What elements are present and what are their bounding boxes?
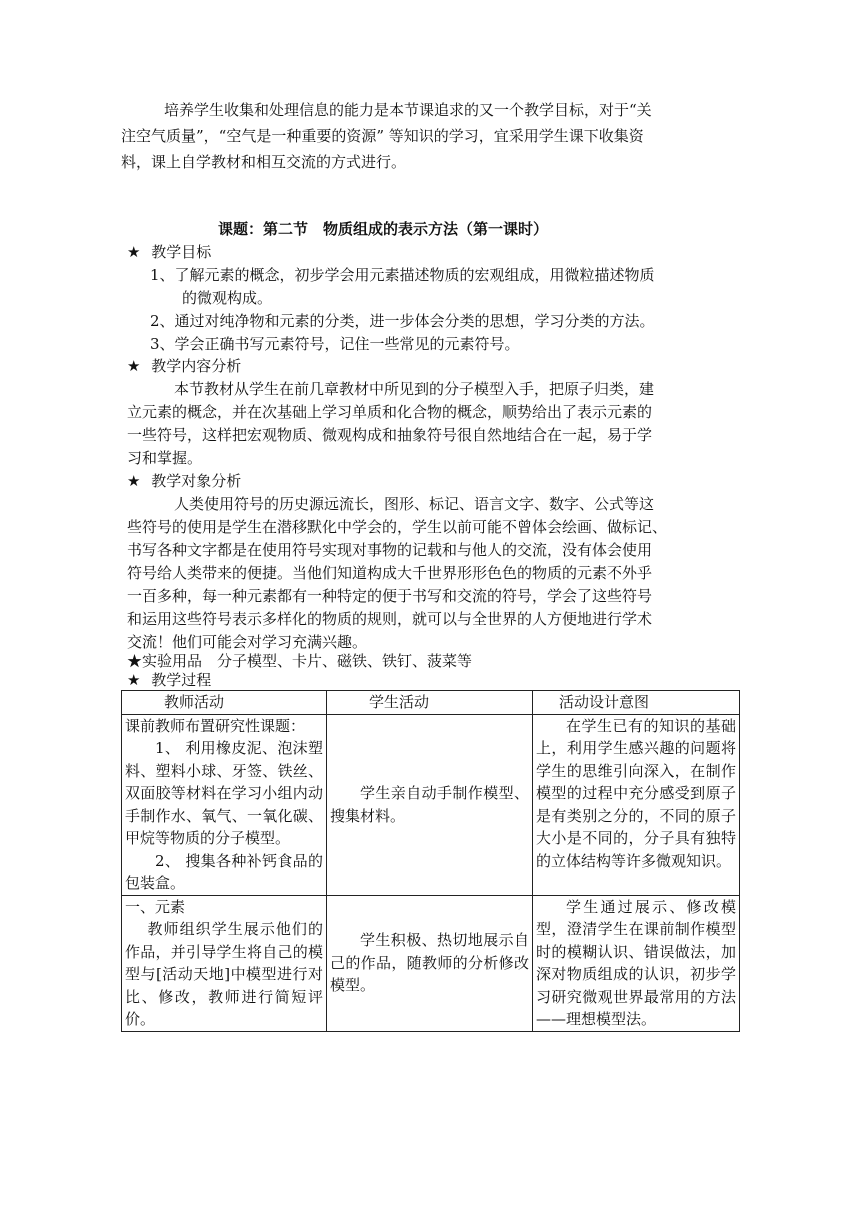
row1-intent-cell [533,714,740,895]
equipment-line: ★实验用品 分子模型、卡片、磁铁、铁钉、菠菜等 [127,652,473,670]
object-analysis-line-7: 交流！他们可能会对学习充满兴趣。 [127,633,368,651]
intro-line-1: 培养学生收集和处理信息的能力是本节课追求的又一个教学目标，对于“关 [164,101,652,119]
row1-teacher-cell [122,714,327,895]
row1-teacher-item1: 1、 利用橡皮泥、泡沫塑料、塑料小球、牙签、铁丝、双面胶等材料在学习小组内动手制作水、氧气、一氧化碳、甲烷等物质的分子模型。 [125,739,323,847]
process-heading [127,669,211,690]
star-icon: ★ [127,357,141,375]
content-analysis-line-4: 习和掌握。 [127,449,203,467]
star-icon: ★ [127,472,141,490]
row2-student-text: 学生积极、热切地展示自己的作品，随教师的分析修改模型。 [330,931,529,995]
star-icon: ★ [127,243,141,261]
object-analysis-line-4: 符号给人类带来的便捷。当他们知道构成大千世界形形色色的物质的元素不外乎 [127,564,653,582]
row2-intent-cell [533,895,740,1031]
header-teacher-activity: 教师活动 [122,691,327,715]
process-table [121,690,740,1032]
object-analysis-heading-text: 教学对象分析 [151,472,242,490]
header-design-intent: 活动设计意图 [533,691,740,715]
row1-student-cell [327,714,533,895]
process-heading-text: 教学过程 [151,671,212,689]
table-row [122,895,740,1031]
row2-teacher-cell [122,895,327,1031]
row1-teacher-intro: 课前教师布置研究性课题： [125,716,306,735]
object-analysis-line-1: 人类使用符号的历史源远流长，图形、标记、语言文字、数字、公式等这 [174,495,655,513]
goal-item-1-line-1: 1、了解元素的概念，初步学会用元素描述物质的宏观组成，用微粒描述物质 [150,266,655,284]
intro-line-3: 料，课上自学教材和相互交流的方式进行。 [121,153,407,171]
table-row [122,714,740,895]
content-analysis-line-3: 一些符号，这样把宏观物质、微观构成和抽象符号很自然地结合在一起，易于学 [127,426,653,444]
lesson-title: 课题：第二节 物质组成的表示方法（第一课时） [218,220,549,238]
row2-teacher-heading: 一、元素 [125,897,186,916]
star-icon: ★ [127,671,141,689]
goal-item-3: 3、学会正确书写元素符号，记住一些常见的元素符号。 [150,335,520,353]
goals-heading-text: 教学目标 [151,243,212,261]
content-analysis-heading [127,355,241,376]
row2-student-cell [327,895,533,1031]
goals-heading [127,241,211,262]
row1-teacher-item2: 2、 搜集各种补钙食品的包装盒。 [125,851,323,892]
object-analysis-heading [127,470,241,491]
header-student-activity: 学生活动 [327,691,533,715]
row1-intent-text: 在学生已有的知识的基础上，利用学生感兴趣的问题将学生的思维引向深入，在制作模型的过程中充分感受到原子是有类别之分的，不同的原子大小是不同的，分子具有独特的立体结构等许多微观知识。 [536,716,736,870]
table-header-row [122,691,740,715]
object-analysis-line-5: 一百多种，每一种元素都有一种特定的便于书写和交流的符号，学会了这些符号 [127,587,653,605]
row2-intent-text: 学生通过展示、修改模型，澄清学生在课前制作模型时的模糊认识、错误做法，加深对物质组成的认识，初步学习研究微观世界最常用的方法——理想模型法。 [536,897,736,1028]
content-analysis-heading-text: 教学内容分析 [151,357,242,375]
goal-item-1-line-2: 的微观构成。 [182,289,273,307]
content-analysis-line-1: 本节教材从学生在前几章教材中所见到的分子模型入手，把原子归类，建 [174,380,655,398]
row2-teacher-body [125,918,323,1031]
row1-student-text: 学生亲自动手制作模型、搜集材料。 [330,784,529,825]
object-analysis-line-3: 书写各种文字都是在使用符号实现对事物的记载和与他人的交流，没有体会使用 [127,541,653,559]
row2-teacher-body-text: 教师组织学生展示他们的作品，并引导学生将自己的模型与[活动天地]中模型进行对比、修改，教师进行简短评价。 [125,920,323,1028]
content-analysis-line-2: 立元素的概念，并在次基础上学习单质和化合物的概念，顺势给出了表示元素的 [127,403,653,421]
goal-item-2: 2、通过对纯净物和元素的分类，进一步体会分类的思想，学习分类的方法。 [150,312,655,330]
intro-line-2: 注空气质量”，“空气是一种重要的资源” 等知识的学习，宜采用学生课下收集资 [121,127,644,145]
object-analysis-line-2: 些符号的使用是学生在潜移默化中学会的，学生以前可能不曾体会绘画、做标记、 [127,518,668,536]
object-analysis-line-6: 和运用这些符号表示多样化的物质的规则，就可以与全世界的人方便地进行学术 [127,610,653,628]
